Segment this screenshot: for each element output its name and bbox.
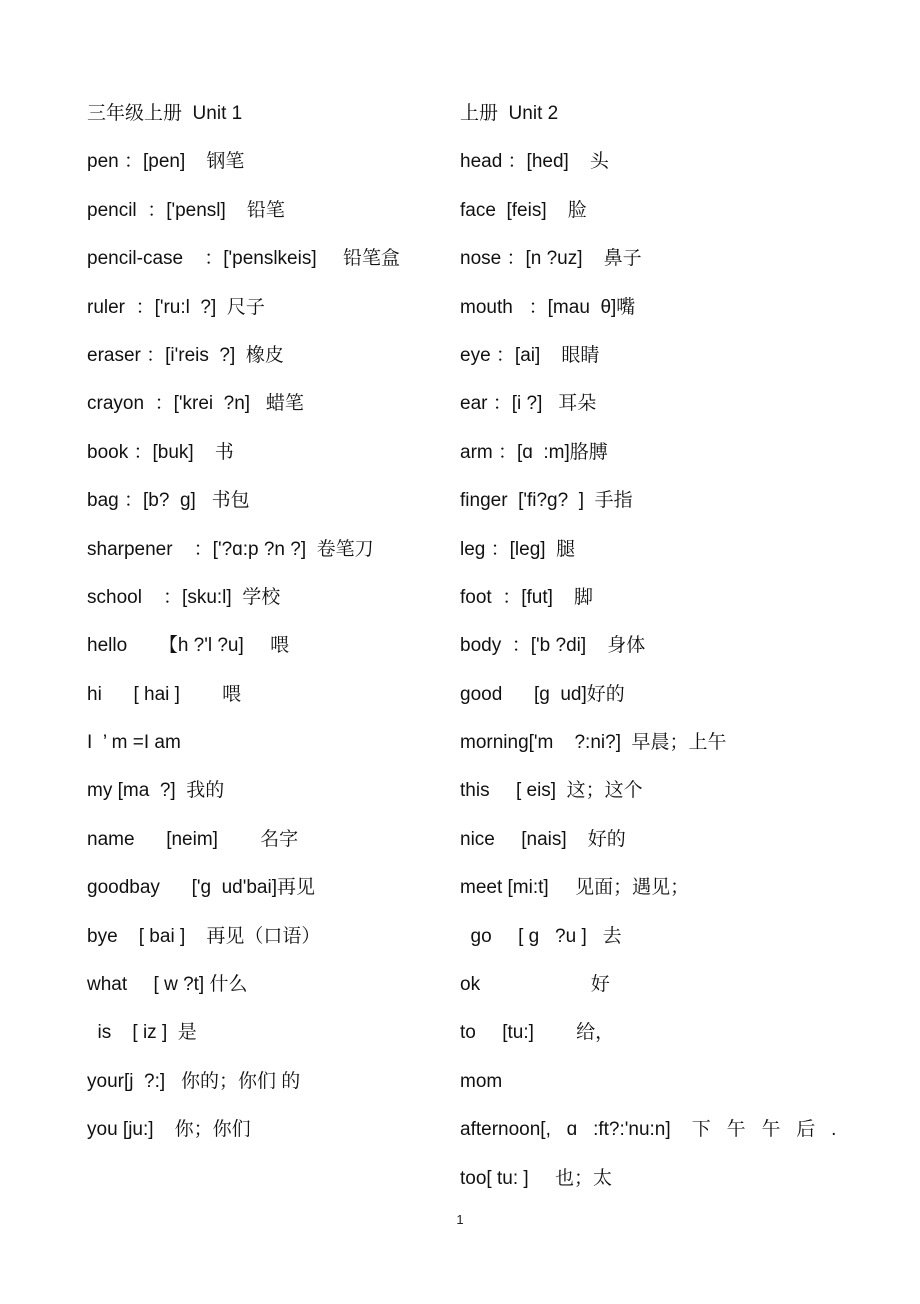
vocab-entry: crayon ：['krei ?n] 蜡笔 [87,393,304,415]
left-column [87,98,447,1163]
vocab-entry: body ：['b ?di] 身体 [460,635,646,657]
vocab-entry: your[j ?:] 你的；你们 的 [87,1070,301,1092]
vocab-entry: school ：[sku:l] 学校 [87,586,281,608]
vocab-entry: mom [460,1070,503,1092]
right-column-heading: 上册 Unit 2 [460,103,559,124]
vocab-entry: too[ tu: ] 也；太 [460,1167,613,1189]
vocab-entry: foot ：[fut] 脚 [460,586,594,608]
vocab-entry: book ：[buk] 书 [87,441,234,463]
vocab-entry: ear ：[i ?] 耳朵 [460,393,597,415]
vocab-entry: go [ ɡ ?u ] 去 [460,925,622,947]
vocab-entry: ruler ：['ru:l ?] 尺子 [87,296,265,318]
right-column [460,98,860,1211]
vocab-entry: good [ɡ ud]好的 [460,683,625,705]
vocab-entry: nose ：[n ?uz] 鼻子 [460,248,642,270]
vocab-entry: eraser ：[i'reis ?] 橡皮 [87,344,284,366]
vocab-entry: face [feis] 脸 [460,199,587,221]
vocab-entry: eye ：[ai] 眼睛 [460,344,600,366]
vocab-entry: bye [ bai ] 再见（口语） [87,925,321,947]
vocab-entry: this [ eis] 这；这个 [460,780,643,802]
vocab-entry: is [ iz ] 是 [87,1022,197,1044]
vocab-entry: mouth ：[mau θ]嘴 [460,296,636,318]
vocab-entry: goodbay ['ɡ ud'bai]再见 [87,877,316,899]
vocab-entry: ok 好 [460,974,610,996]
vocab-entry: to [tu:] 给， [460,1022,615,1044]
left-column-heading: 三年级上册 Unit 1 [87,103,243,124]
vocab-entry: name [neim] 名字 [87,828,299,850]
vocab-entry: sharpener ：['?ɑ:p ?n ?] 卷笔刀 [87,538,374,560]
vocab-entry: pen ：[pen] 钢笔 [87,151,245,173]
vocab-entry: hello 【h ?'l ?u] 喂 [87,635,290,657]
vocab-entry: pencil ：['pensl] 铅笔 [87,199,285,221]
vocab-entry: head ：[hed] 头 [460,151,609,173]
vocab-entry: pencil-case ：['penslkeis] 铅笔盒 [87,248,401,270]
vocab-entry: meet [mi:t] 见面；遇见； [460,877,690,899]
vocab-entry: what [ w ?t] 什么 [87,974,248,996]
vocab-entry: afternoon[, ɑ :ft?:'nu:n] 下 午 午 后 . [460,1119,837,1141]
vocab-entry: arm ：[ɑ :m]胳膊 [460,441,608,463]
vocab-entry: morning['m ?:ni?] 早晨；上午 [460,732,727,754]
vocab-entry: my [ma ?] 我的 [87,780,225,802]
vocab-entry: hi [ hai ] 喂 [87,683,242,705]
vocab-entry: you [ju:] 你；你们 [87,1119,251,1141]
vocab-entry: bag ：[b? g] 书包 [87,490,250,512]
vocab-entry: I ’ m =I am [87,732,181,754]
vocab-entry: leg ：[leg] 腿 [460,538,576,560]
vocab-entry: nice [nais] 好的 [460,828,626,850]
page-number: 1 [456,1212,464,1227]
vocab-entry: finger ['fi?g? ] 手指 [460,490,633,512]
